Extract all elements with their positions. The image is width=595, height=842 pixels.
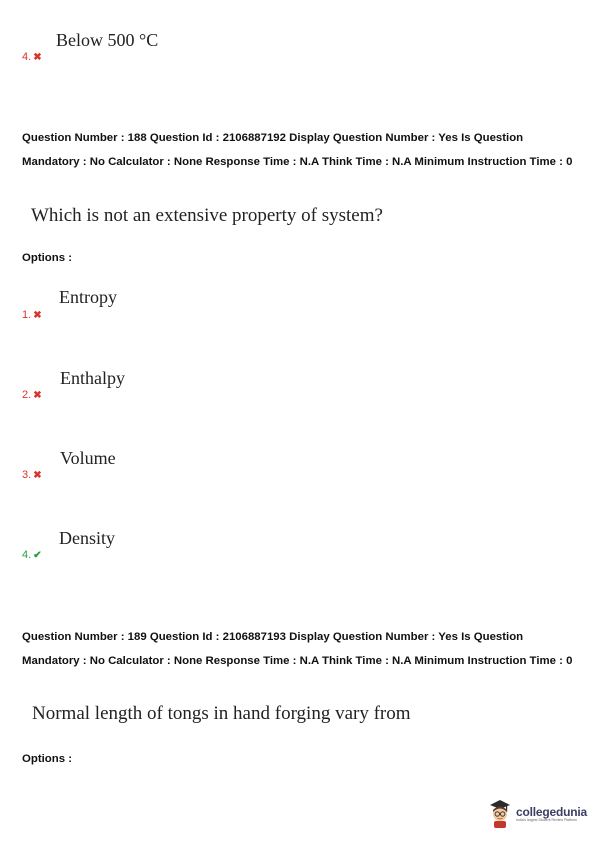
option-number	[22, 469, 42, 481]
option-text: Enthalpy	[60, 368, 125, 388]
option-text: Volume	[60, 448, 116, 468]
question-text: Which is not an extensive property of system?	[31, 205, 383, 226]
option-number	[22, 309, 42, 321]
cross-icon: ✖	[33, 52, 42, 63]
option-number-label: 1.	[22, 309, 32, 321]
cross-icon: ✖	[33, 470, 42, 481]
brand-logo	[488, 799, 587, 829]
option-number-label: 2.	[22, 389, 32, 401]
option-number	[22, 51, 42, 63]
option-number	[22, 549, 42, 561]
cross-icon: ✖	[33, 310, 42, 321]
question-meta: Question Number : 188 Question Id : 2106887192 Display Question Number : Yes Is Question Mandatory : No Calculator : None Response Time : N.A Think Time : N.A Minimum Instruction Time : 0	[22, 132, 573, 168]
option-text: Density	[59, 528, 115, 548]
cross-icon: ✖	[33, 390, 42, 401]
options-label: Options :	[22, 252, 72, 264]
brand-name: collegedunia	[516, 805, 587, 819]
option-number-label: 3.	[22, 469, 32, 481]
option-number-label: 4.	[22, 51, 32, 63]
option-text: Entropy	[59, 287, 117, 307]
question-text: Normal length of tongs in hand forging vary from	[32, 703, 411, 724]
options-label: Options :	[22, 753, 72, 765]
check-icon: ✔	[33, 550, 42, 561]
graduate-mascot-icon	[488, 799, 512, 829]
brand-tagline: India's largest Student Review Platform	[516, 818, 577, 822]
question-meta: Question Number : 189 Question Id : 2106887193 Display Question Number : Yes Is Question Mandatory : No Calculator : None Response Time : N.A Think Time : N.A Minimum Instruction Time : 0	[22, 631, 573, 667]
option-number	[22, 389, 42, 401]
option-number-label: 4.	[22, 549, 32, 561]
option-text: Below 500 °C	[56, 30, 159, 50]
